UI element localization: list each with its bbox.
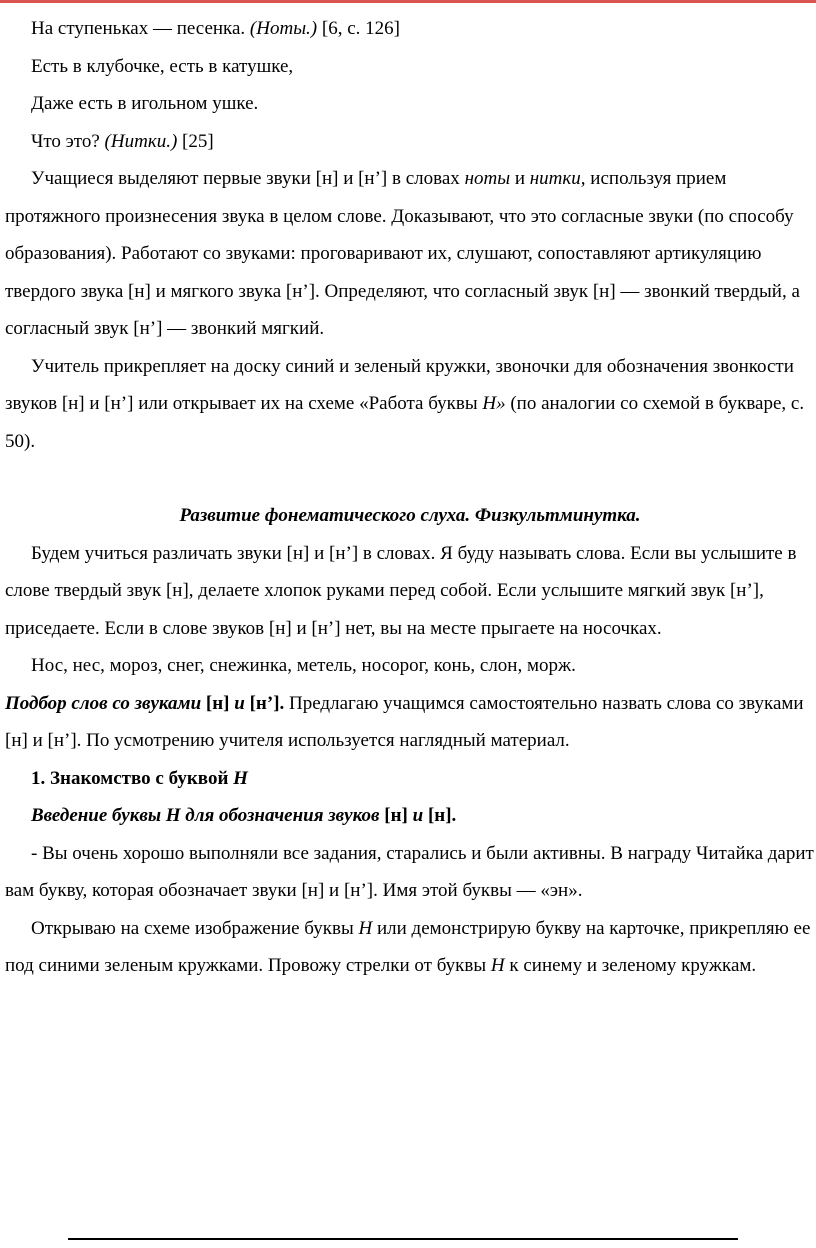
- paragraph-11: [5, 910, 815, 985]
- text: На ступеньках — песенка.: [31, 18, 250, 39]
- bold-text: [н]: [379, 805, 413, 826]
- document-page: [5, 10, 815, 985]
- paragraph-10: - Вы очень хорошо выполняли все задания, старались и были активны. В награду Читайка дарит вам букву, которая обозначает звуки [н] и [н’]. Имя этой буквы — «эн».: [5, 842, 814, 901]
- paragraph-6: [5, 348, 815, 461]
- text: Учитель прикрепляет на доску синий и зеленый кружки, звоночки для обозначения звонкости звуков [н] и [н’] или открывает их на схеме «Работа буквы: [5, 355, 794, 414]
- text: Учащиеся выделяют первые звуки [н] и [н’] в словах: [31, 168, 465, 189]
- text: к синему и зеленому кружкам.: [504, 955, 757, 976]
- text: и: [510, 168, 530, 189]
- bold-italic-text: Введение буквы Н для обозначения звуков: [31, 805, 380, 826]
- subheading-letter-intro: [5, 797, 815, 835]
- bold-italic-text: и: [412, 805, 424, 826]
- italic-text: (Нитки.): [104, 130, 178, 152]
- section-heading-letter: [5, 760, 815, 798]
- text: [25]: [177, 130, 214, 152]
- paragraph-3: Даже есть в игольном ушке.: [31, 93, 259, 114]
- section-heading-phonemic: [5, 497, 815, 535]
- paragraph-8: Нос, нес, мороз, снег, снежинка, метель, носорог, конь, слон, морж.: [31, 655, 576, 676]
- text: [6, с. 126]: [317, 18, 400, 39]
- italic-text: ноты: [464, 168, 511, 189]
- text: Что это?: [31, 130, 105, 152]
- blank-line: [5, 460, 815, 497]
- text: Предлагаю учащимся самостоятельно назвать слова со звуками [н] и [н’]. По усмотрению учителя используется наглядный материал.: [5, 692, 804, 751]
- text: (по аналогии со схемой в букваре, с. 50).: [5, 393, 805, 452]
- heading-text: Развитие фонематического слуха. Физкультминутка.: [179, 505, 641, 526]
- heading-italic-text: Н: [233, 767, 248, 789]
- italic-text: нитки,: [529, 168, 586, 189]
- paragraph-9: [5, 685, 815, 760]
- bold-text: [н’].: [244, 692, 285, 714]
- paragraph-5: [5, 160, 815, 348]
- text: Открываю на схеме изображение буквы: [31, 917, 359, 939]
- paragraph-1: [5, 10, 815, 48]
- top-border-line: [0, 0, 816, 3]
- bold-text: [н]: [201, 692, 235, 714]
- paragraph-4: [5, 123, 815, 161]
- italic-text: Н: [358, 917, 373, 939]
- text: или демонстрирую букву на карточке, прикрепляю ее под синими зеленым кружками. Провожу стрелки от буквы: [5, 917, 811, 976]
- italic-text: Н»: [482, 393, 506, 414]
- paragraph-7: Будем учиться различать звуки [н] и [н’] в словах. Я буду называть слова. Если вы услышите в слове твердый звук [н], делаете хлопок руками перед собой. Если услышите мягкий звук [н’], приседаете. Если в слове звуков [н] и [н’] нет, вы на месте прыгаете на носочках.: [5, 542, 797, 639]
- italic-text: Н: [490, 955, 505, 976]
- italic-text: (Ноты.): [249, 18, 318, 39]
- text: используя прием протяжного произнесения звука в целом слове. Доказывают, что это согласные звуки (по способу образования). Работают со звуками: проговаривают их, слушают, сопоставляют артикуляцию твердого звука [н] и мягкого звука [н’]. Определяют, что согласный звук [н] — звонкий твердый, а согласный звук [н’] — звонкий мягкий.: [5, 168, 800, 339]
- bold-italic-text: и: [234, 692, 245, 714]
- bold-text: [н].: [423, 805, 457, 826]
- heading-text: 1. Знакомство с буквой: [31, 767, 234, 789]
- paragraph-2: Есть в клубочке, есть в катушке,: [31, 55, 294, 77]
- bold-italic-text: Подбор слов со звуками: [5, 692, 202, 714]
- footer-divider: [68, 1238, 738, 1240]
